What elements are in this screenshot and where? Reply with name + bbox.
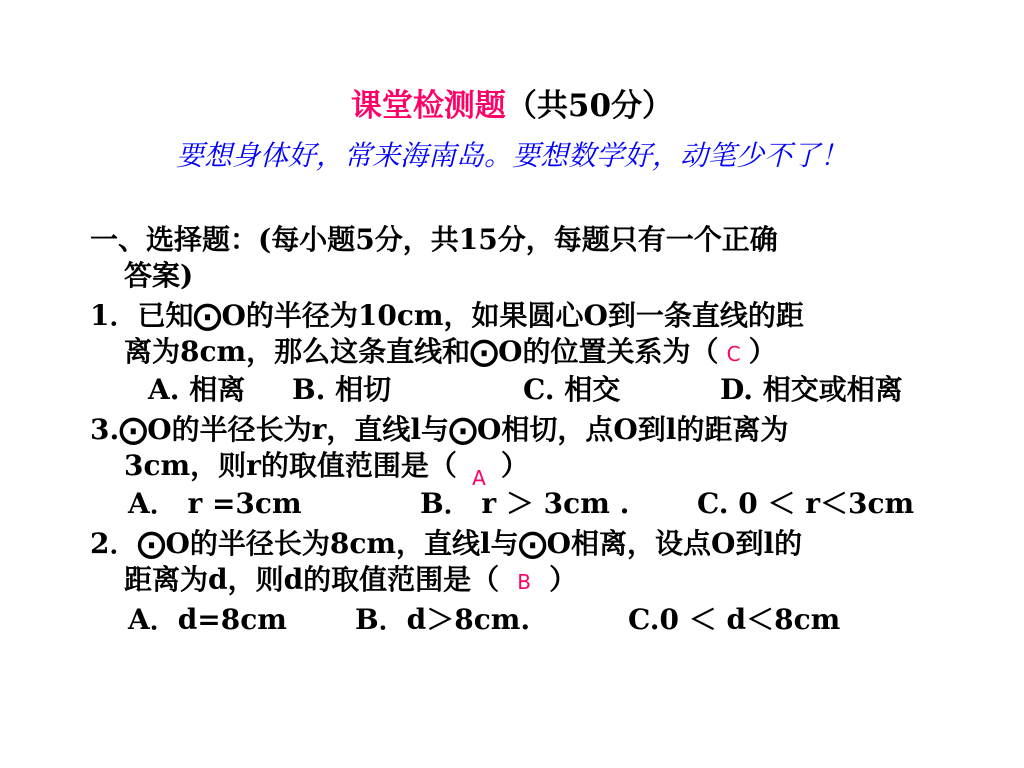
question-2-line2 xyxy=(124,562,577,600)
question-1-close: ） xyxy=(748,335,777,368)
slogan: 要想身体好，常来海南岛。要想数学好，动笔少不了！ xyxy=(175,139,848,172)
section-heading-line2: 答案) xyxy=(124,259,194,292)
question-3-close: ） xyxy=(500,449,529,482)
question-2-option-a: A．d=8cm xyxy=(128,603,287,636)
question-2-line1: 2．⨀O的半径长为8cm，直线l与⨀O相离，设点O到l的 xyxy=(90,527,803,560)
title-main: 课堂检测题 xyxy=(350,88,506,124)
question-2-answer: B xyxy=(517,570,532,594)
question-1-option-a: A. 相离 xyxy=(148,373,246,406)
question-1-line1: 1．已知⨀O的半径为10cm，如果圆心O到一条直线的距 xyxy=(90,299,804,332)
question-3-option-a: A． r =3cm xyxy=(128,487,302,520)
question-1-option-c: C. 相交 xyxy=(523,373,621,406)
question-1-text: 离为8cm，那么这条直线和⨀O的位置关系为（ xyxy=(124,335,719,368)
section-heading-line1: 一、选择题：(每小题5分，共15分，每题只有一个正确 xyxy=(90,223,778,256)
question-1-answer: C xyxy=(726,342,741,366)
question-3-line1: 3.⨀O的半径长为r，直线l与⨀O相切，点O到l的距离为 xyxy=(90,413,789,446)
question-2-option-c: C.0 ＜ d＜8cm xyxy=(628,603,841,636)
question-1-option-d: D. 相交或相离 xyxy=(720,373,903,406)
slide-title xyxy=(0,86,1024,126)
question-1-option-b: B. 相切 xyxy=(292,373,392,406)
question-3-option-b: B． r ＞ 3cm . xyxy=(420,487,630,520)
title-score: （共50分） xyxy=(505,88,674,124)
question-1-line2 xyxy=(124,334,777,372)
question-3-text: 3cm，则r的取值范围是（ xyxy=(124,449,457,482)
question-2-option-b: B．d＞8cm. xyxy=(355,603,531,636)
question-3-answer: A xyxy=(472,466,486,490)
question-2-text: 距离为d，则d的取值范围是（ xyxy=(124,563,500,596)
question-3-option-c: C. 0 ＜ r＜3cm xyxy=(697,487,915,520)
question-2-close: ） xyxy=(549,563,578,596)
